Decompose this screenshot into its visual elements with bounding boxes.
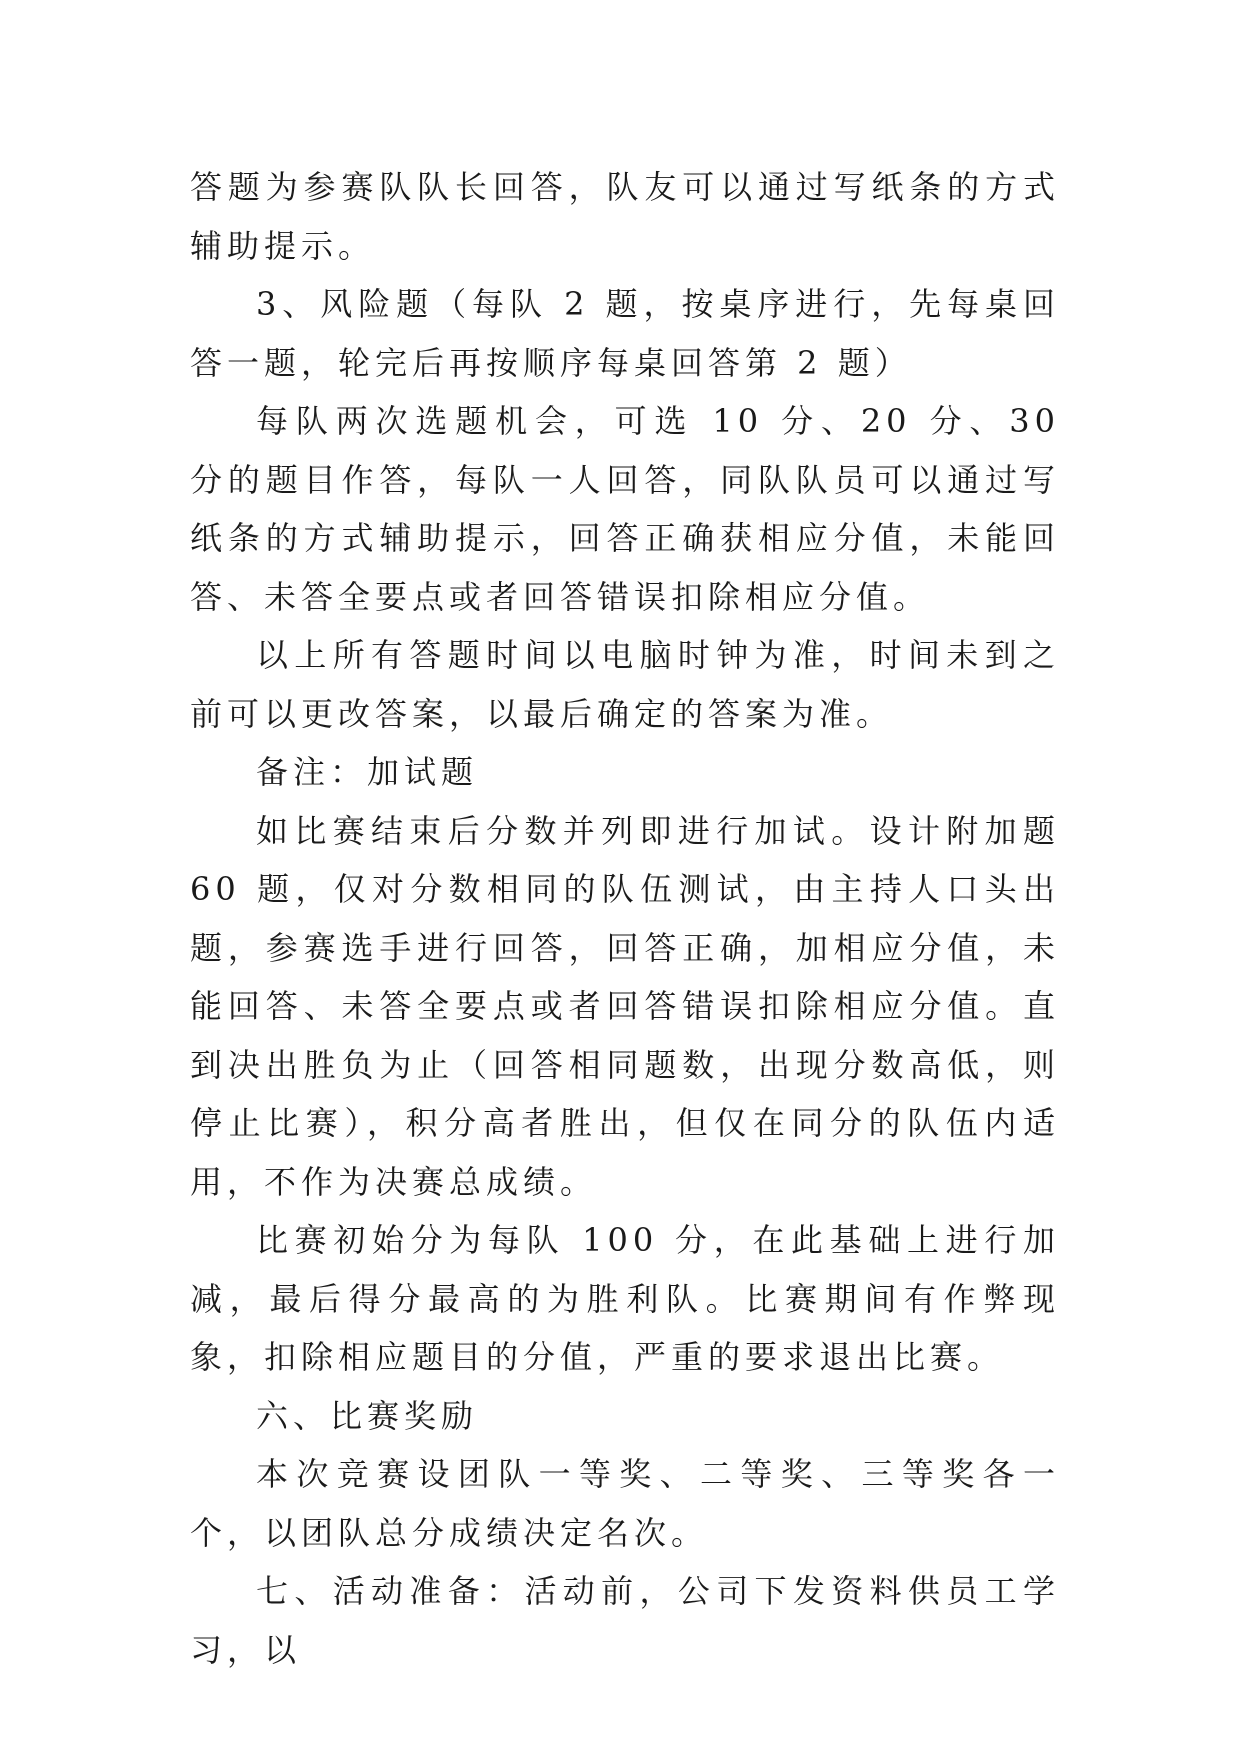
- paragraph-risk-questions: 3、风险题（每队 2 题，按桌序进行，先每桌回答一题，轮完后再按顺序每桌回答第 2 题）: [190, 285, 1060, 382]
- paragraph-note-heading: 备注：加试题: [256, 753, 479, 791]
- document-body: [190, 158, 1060, 1679]
- section-heading-awards: 六、比赛奖励: [256, 1396, 479, 1435]
- paragraph-awards: 本次竞赛设团队一等奖、二等奖、三等奖各一个，以团队总分成绩决定名次。: [190, 1455, 1060, 1552]
- section-heading-preparation: 七、活动准备：活动前，公司下发资料供员工学习，以: [190, 1572, 1060, 1669]
- paragraph-timing-rules: 以上所有答题时间以电脑时钟为准，时间未到之前可以更改答案，以最后确定的答案为准。: [190, 636, 1060, 733]
- paragraph-tiebreaker: 如比赛结束后分数并列即进行加试。设计附加题 60 题，仅对分数相同的队伍测试，由主持人口头出题，参赛选手进行回答，回答正确，加相应分值，未能回答、未答全要点或者回答错误扣除相应分值。直到决出胜负为止（回答相同题数，出现分数高低，则停止比赛），积分高者胜出，但仅在同分的队伍内适用，不作为决赛总成绩。: [190, 811, 1060, 1201]
- paragraph-question-choices: 每队两次选题机会，可选 10 分、20 分、30 分的题目作答，每队一人回答，同队队员可以通过写纸条的方式辅助提示，回答正确获相应分值，未能回答、未答全要点或者回答错误扣除相应分值。: [190, 402, 1060, 616]
- paragraph-answer-rules: 答题为参赛队队长回答，队友可以通过写纸条的方式辅助提示。: [190, 168, 1060, 265]
- paragraph-initial-score: 比赛初始分为每队 100 分，在此基础上进行加减，最后得分最高的为胜利队。比赛期间有作弊现象，扣除相应题目的分值，严重的要求退出比赛。: [190, 1221, 1060, 1376]
